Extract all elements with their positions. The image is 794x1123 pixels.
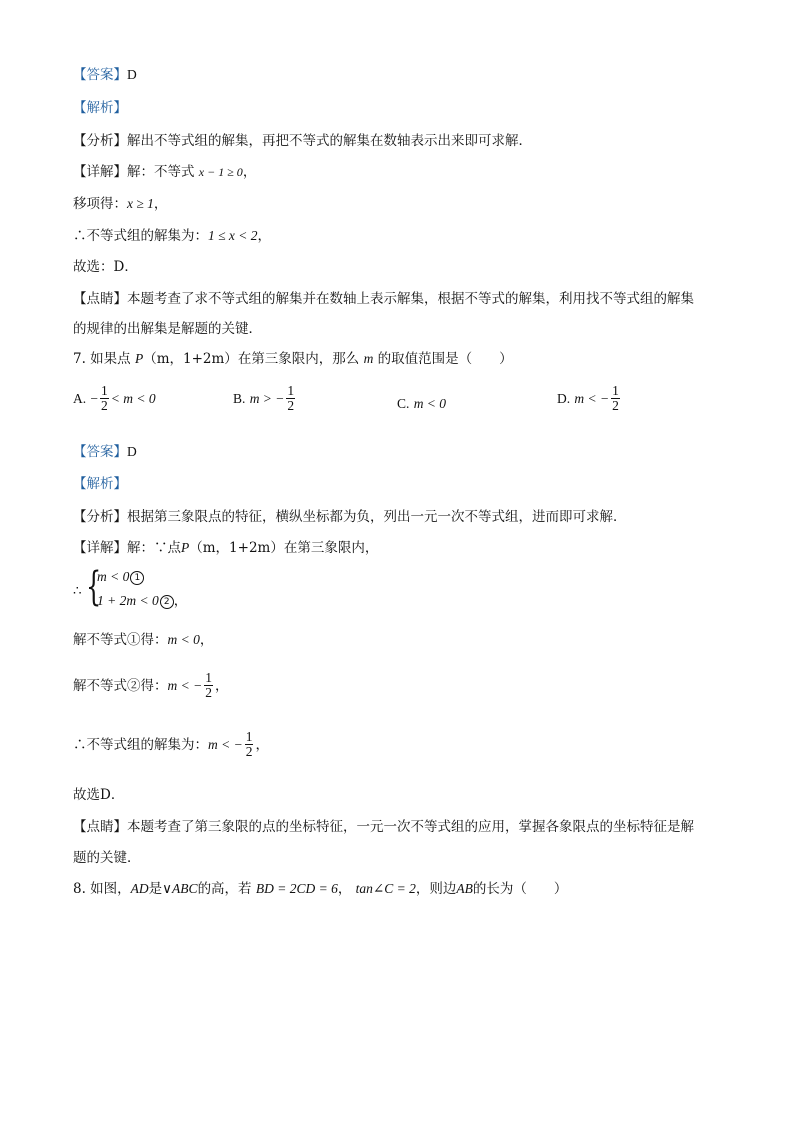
option-d-left: m < −: [574, 391, 610, 406]
system-line-1: [97, 568, 144, 586]
option-b-left: m > −: [249, 391, 285, 406]
system-brace: {: [86, 564, 102, 610]
xiangjie-text: 解：不等式: [127, 164, 195, 180]
analysis-tag: 【解析】: [73, 476, 127, 492]
solve1-label: 解不等式①得：: [73, 632, 168, 648]
comma: ，: [173, 593, 188, 609]
option-b[interactable]: [233, 385, 297, 414]
solset-label: ∴不等式组的解集为：: [73, 737, 208, 753]
option-b-fraction: $\frac{1}{2}$: [287, 383, 295, 413]
comma: ，: [257, 228, 272, 244]
fenxi-text: 根据第三象限点的特征，横纵坐标都为负，列出一元一次不等式组，进而即可求解．: [127, 509, 627, 525]
solve2-line: [73, 672, 228, 701]
q6-solset-line: [73, 227, 271, 245]
q7-answer-line: [73, 443, 137, 461]
dianjing-text-1: 本题考查了第三象限的点的坐标特征，一元一次不等式组的应用，掌握各象限点的坐标特征是解: [127, 819, 694, 835]
comma: ，: [337, 881, 352, 897]
system-line-2: [97, 592, 187, 610]
move-result: x ≥ 1: [127, 196, 154, 211]
dianjing-tag: 【点睛】: [73, 291, 127, 307]
q7-analysis-line: [73, 475, 127, 493]
q7-choose-line: [73, 786, 124, 804]
point-label: P: [134, 351, 144, 366]
q8-is: 是: [148, 881, 163, 897]
dianjing-tag: 【点睛】: [73, 819, 127, 835]
q6-choose-line: [73, 258, 138, 276]
solset-value: 1 ≤ x < 2: [208, 228, 258, 243]
option-d-fraction: $\frac{1}{2}$: [612, 383, 619, 413]
move-label: 移项得：: [73, 196, 127, 212]
solset-left: m < −: [208, 737, 243, 752]
q7-stem: [73, 350, 513, 368]
q7-fenxi-line: [73, 508, 627, 526]
solve2-left: m < −: [167, 678, 203, 693]
inequality-1: x − 1 ≥ 0: [198, 165, 243, 179]
option-a-fraction: $\frac{1}{2}$: [101, 383, 108, 413]
option-a-right: < m < 0: [110, 391, 156, 406]
comma: ，: [153, 196, 168, 212]
comma: ，: [255, 737, 269, 753]
condition-1: BD = 2CD = 6: [255, 881, 338, 896]
solset-fraction: $\frac{1}{2}$: [245, 729, 253, 759]
q8-height: 的高，若: [197, 881, 252, 897]
q6-xiangjie-line: [73, 163, 256, 181]
fenxi-tag: 【分析】: [73, 509, 127, 525]
segment-ad: AD: [130, 881, 149, 896]
therefore-symbol: [73, 582, 82, 600]
coords: （m，1+2m）: [189, 540, 284, 556]
option-d-label: D.: [557, 391, 571, 406]
q6-fenxi-line: [73, 132, 532, 150]
solset-line: [73, 731, 269, 760]
stem-mid: 在第三象限内，那么: [237, 351, 360, 367]
condition-2: tan∠C = 2: [355, 881, 416, 896]
q6-move-line: [73, 195, 167, 213]
segment-ab: AB: [456, 881, 473, 896]
q6-dianjing-line2: [73, 320, 262, 338]
xiangjie-post: 在第三象限内，: [283, 540, 379, 556]
option-d[interactable]: [557, 385, 622, 414]
choose-text: 故选：D．: [73, 259, 138, 275]
xiangjie-tag: 【详解】: [73, 164, 127, 180]
q7-stem-pre: 7. 如果点: [73, 351, 131, 367]
point-label: P: [181, 540, 190, 555]
option-c-label: C.: [397, 396, 410, 411]
fenxi-text: 解出不等式组的解集，再把不等式的解集在数轴表示出来即可求解．: [127, 133, 532, 149]
xiangjie-text: 解：∵点: [127, 540, 181, 556]
system-eq-2: 1 + 2m < 0: [97, 593, 159, 608]
q7-dianjing-line1: [73, 818, 694, 836]
choose-text: 故选D．: [73, 787, 125, 803]
q6-analysis-line: [73, 99, 127, 117]
q7-dianjing-line2: [73, 849, 141, 867]
q8-stem: [73, 880, 567, 898]
solve1-value: m < 0: [167, 632, 200, 647]
dianjing-text-2: 的规律的出解集是解题的关键．: [73, 321, 262, 337]
coords: （m，1+2m）: [143, 351, 238, 367]
dianjing-text-2: 题的关键．: [73, 850, 141, 866]
option-c[interactable]: [397, 396, 446, 412]
option-a-label: A.: [73, 391, 87, 406]
q8-stem-pre: 8. 如图，: [73, 881, 131, 897]
q7-xiangjie-line: [73, 539, 378, 557]
therefore: ∴: [73, 583, 82, 599]
answer-value: D: [127, 444, 137, 459]
answer-value: D: [127, 67, 137, 82]
solve1-line: [73, 631, 213, 649]
analysis-tag: 【解析】: [73, 100, 127, 116]
q6-answer-line: [73, 66, 137, 84]
fenxi-tag: 【分析】: [73, 133, 127, 149]
triangle-abc: ∨ABC: [162, 881, 198, 896]
var-m: m: [363, 351, 374, 366]
option-c-text: m < 0: [413, 396, 447, 411]
option-b-label: B.: [233, 391, 246, 406]
circle-mark-2: 2: [160, 595, 174, 609]
system-eq-1: m < 0: [97, 569, 130, 584]
solve2-label: 解不等式②得：: [73, 678, 168, 694]
answer-tag: 【答案】: [73, 67, 127, 83]
solset-label: ∴不等式组的解集为：: [73, 228, 208, 244]
q8-stem-post: 的长为（ ）: [472, 881, 568, 897]
q8-then: ，则边: [415, 881, 457, 897]
comma: ，: [199, 632, 214, 648]
dianjing-text-1: 本题考查了求不等式组的解集并在数轴上表示解集，根据不等式的解集，利用找不等式组的解集: [127, 291, 694, 307]
comma: ，: [242, 164, 257, 180]
option-a-minus: −: [90, 391, 99, 406]
answer-tag: 【答案】: [73, 444, 127, 460]
solve2-fraction: $\frac{1}{2}$: [205, 670, 212, 700]
xiangjie-tag: 【详解】: [73, 540, 127, 556]
stem-post: 的取值范围是（ ）: [377, 351, 513, 367]
option-a[interactable]: [73, 385, 156, 414]
q6-dianjing-line1: [73, 290, 694, 308]
comma: ，: [214, 678, 229, 694]
circle-mark-1: 1: [130, 571, 144, 585]
